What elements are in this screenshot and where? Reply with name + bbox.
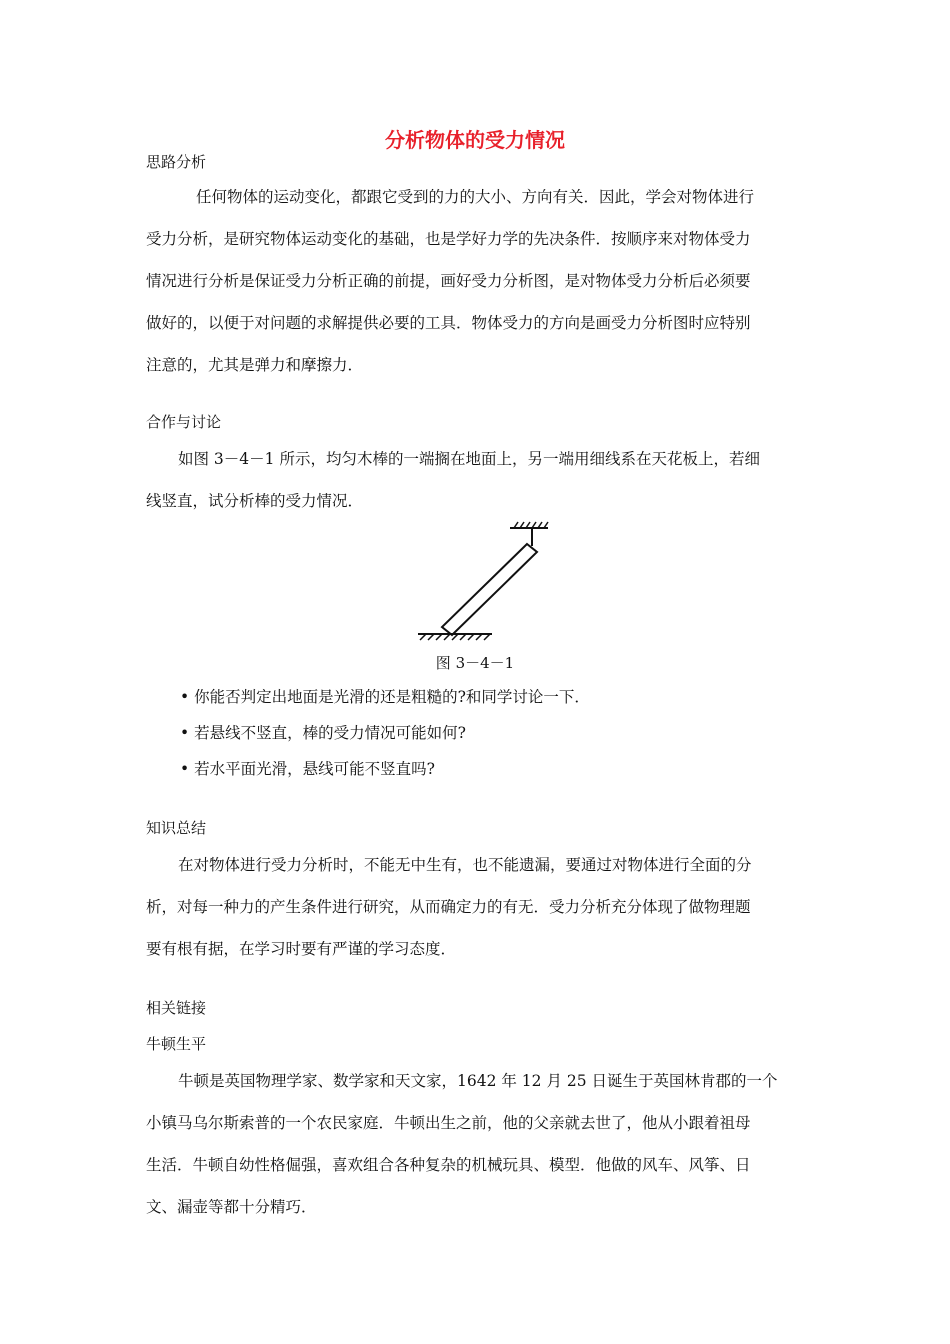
paragraph-line: 要有根有据，在学习时要有严谨的学习态度． [146,940,457,958]
section-heading-analysis: 思路分析 [146,153,207,171]
paragraph-line: 做好的，以便于对问题的求解提供必要的工具．物体受力的方向是画受力分析图时应特别 [146,314,751,332]
paragraph-line: 任何物体的运动变化，都跟它受到的力的大小、方向有关．因此，学会对物体进行 [196,188,755,206]
section-heading-links: 相关链接 [146,999,207,1017]
paragraph-line: 牛顿是英国物理学家、数学家和天文家，1642 年 12 月 25 日诞生于英国林肯郡的一个 [178,1072,778,1090]
section-subheading-newton: 牛顿生平 [146,1035,207,1053]
paragraph-line: 在对物体进行受力分析时，不能无中生有，也不能遗漏，要通过对物体进行全面的分 [178,856,752,874]
figure-caption: 图 3－4－1 [435,654,515,672]
discussion-bullet: • 若悬线不竖直，棒的受力情况可能如何? [180,724,466,742]
paragraph-line: 受力分析，是研究物体运动变化的基础，也是学好力学的先决条件．按顺序来对物体受力 [146,230,751,248]
rod [442,544,537,635]
discussion-bullet: • 你能否判定出地面是光滑的还是粗糙的?和同学讨论一下． [180,688,590,706]
paragraph-line: 注意的，尤其是弹力和摩擦力． [146,356,364,374]
paragraph-line: 如图 3－4－1 所示，均匀木棒的一端搁在地面上，另一端用细线系在天花板上，若细 [178,450,760,468]
paragraph-line: 生活．牛顿自幼性格倔强，喜欢组合各种复杂的机械玩具、模型．他做的风车、风筝、日 [146,1156,751,1174]
page-title: 分析物体的受力情况 [385,128,565,152]
ceiling-hatch [510,522,548,528]
paragraph-line: 小镇马乌尔斯索普的一个农民家庭．牛顿出生之前，他的父亲就去世了，他从小跟着祖母 [146,1114,751,1132]
rod-figure [400,520,560,648]
section-heading-discussion: 合作与讨论 [146,413,222,431]
floor-hatch [418,634,492,640]
paragraph-line: 情况进行分析是保证受力分析正确的前提，画好受力分析图，是对物体受力分析后必须要 [146,272,751,290]
discussion-bullet: • 若水平面光滑，悬线可能不竖直吗? [180,760,435,778]
paragraph-line: 析，对每一种力的产生条件进行研究，从而确定力的有无．受力分析充分体现了做物理题 [146,898,751,916]
paragraph-line: 文、漏壶等都十分精巧． [146,1198,317,1216]
paragraph-line: 线竖直，试分析棒的受力情况． [146,492,364,510]
section-heading-summary: 知识总结 [146,819,207,837]
